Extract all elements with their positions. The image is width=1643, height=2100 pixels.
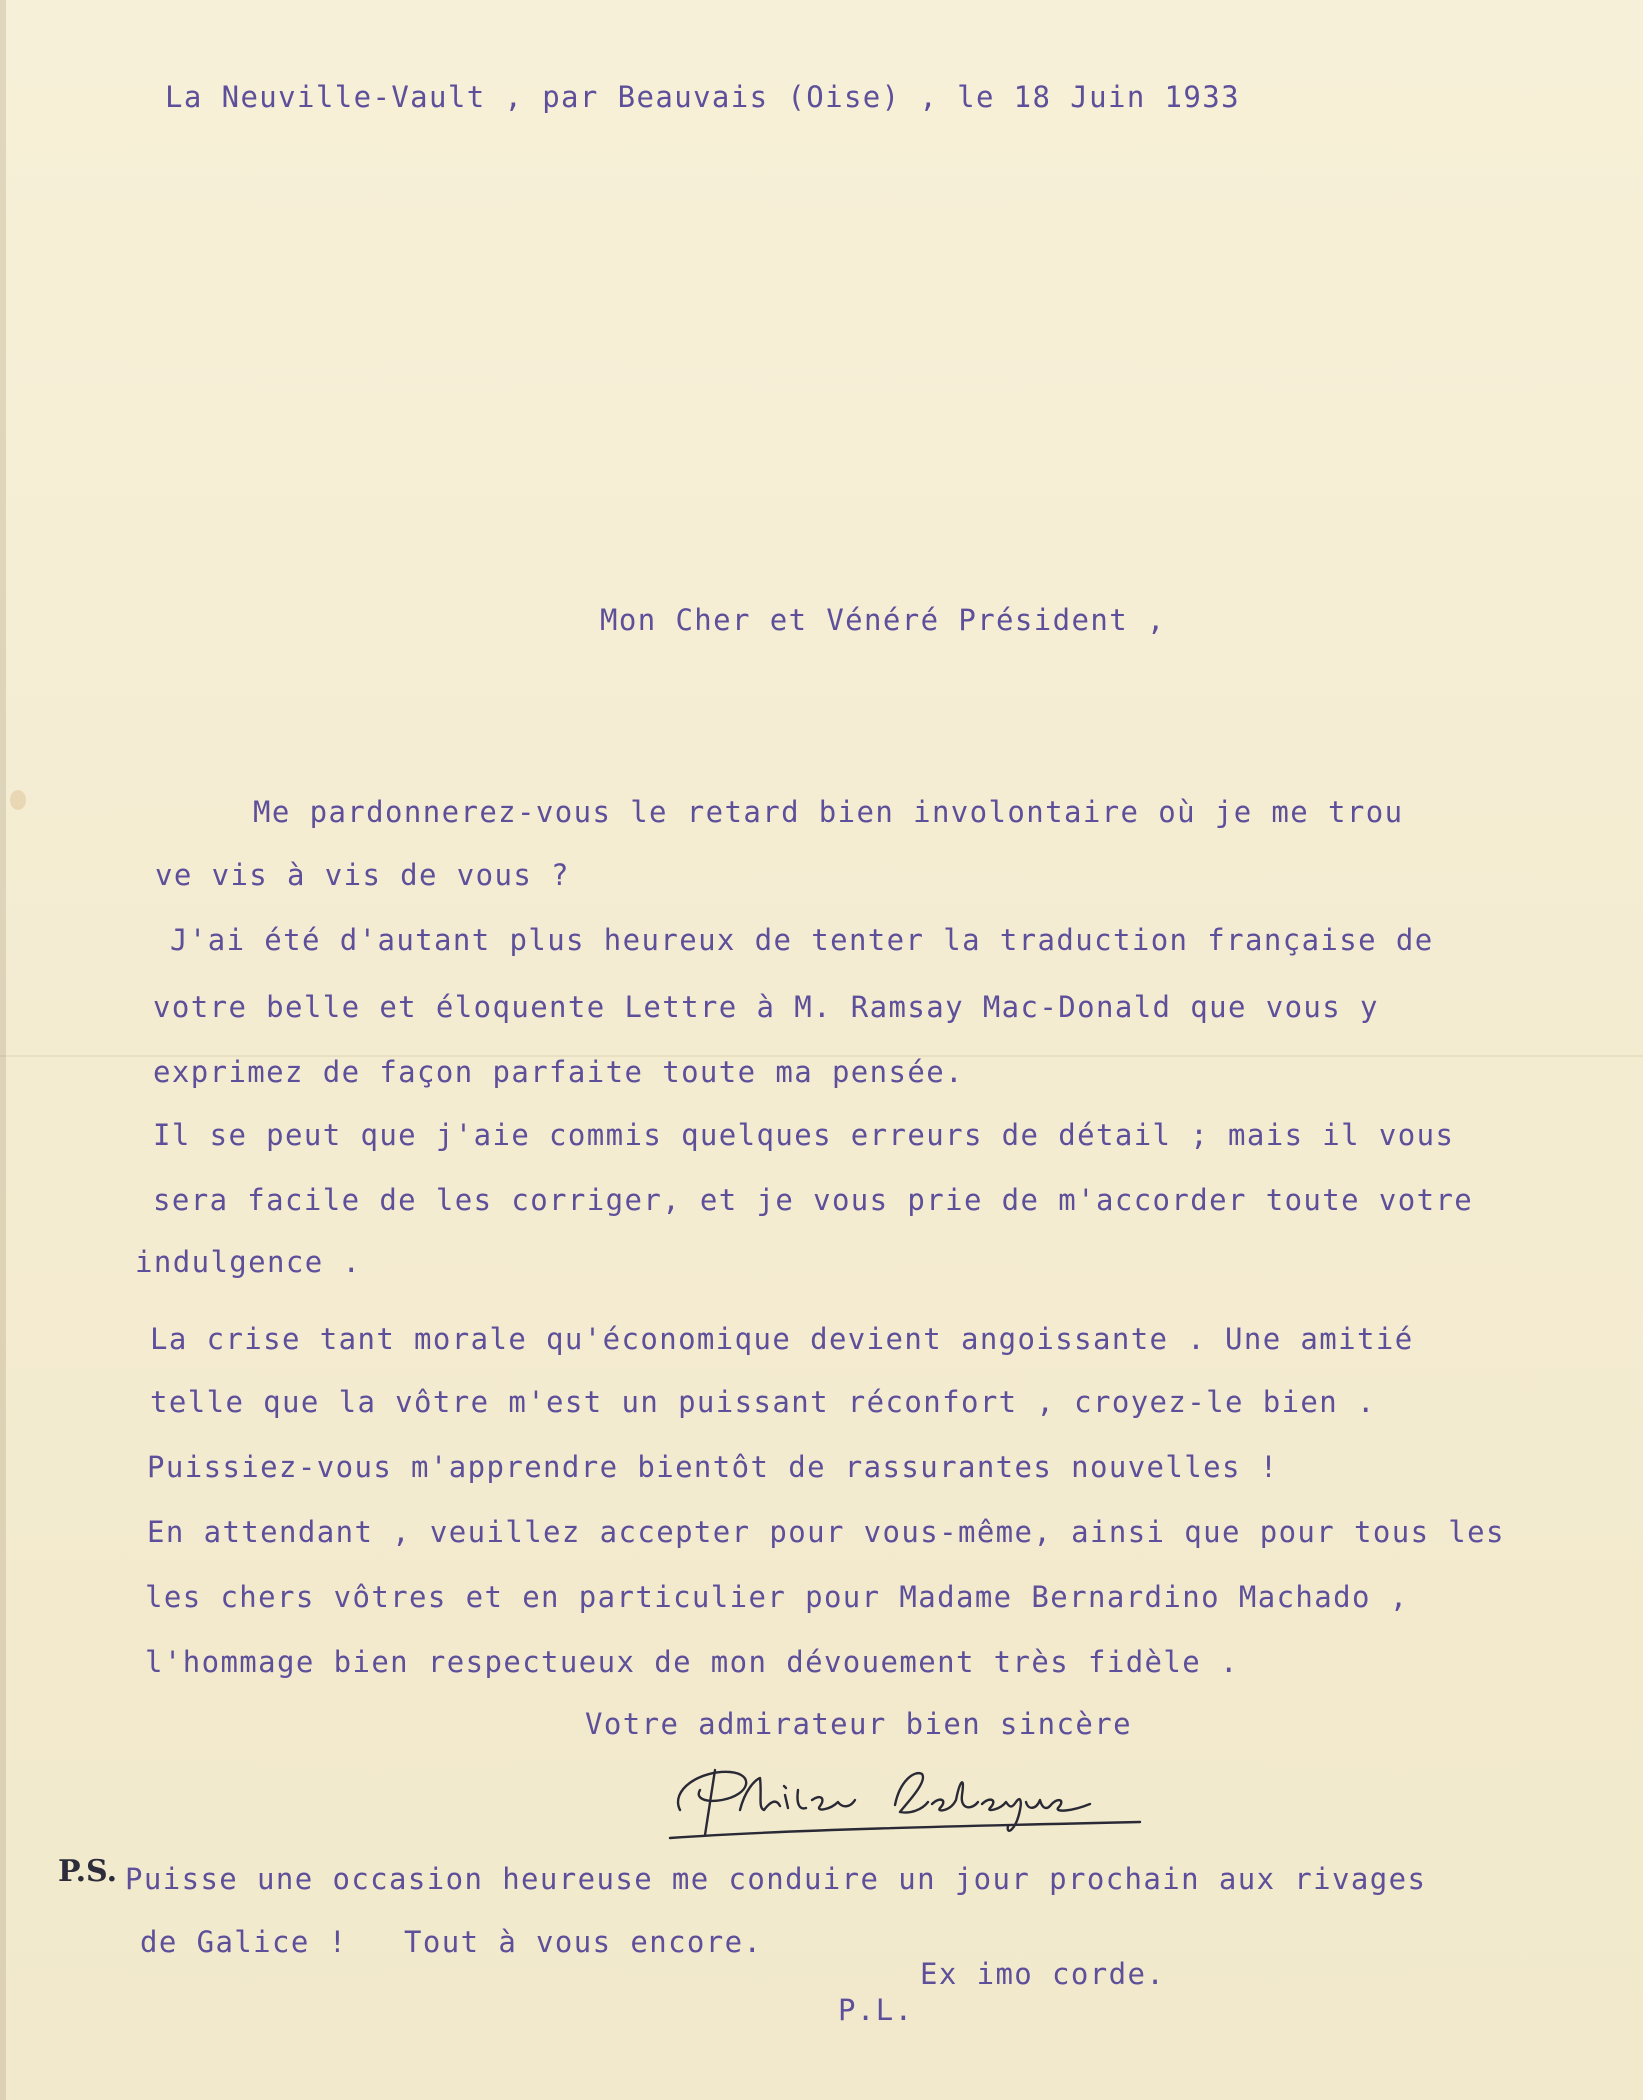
- body-line: Il se peut que j'aie commis quelques erreurs de détail ; mais il vous: [153, 1118, 1455, 1152]
- ps-mark: P.S.: [58, 1854, 118, 1889]
- postscript-line: de Galice ! Tout à vous encore.: [140, 1925, 763, 1959]
- body-line: Me pardonnerez-vous le retard bien involontaire où je me trou: [253, 795, 1404, 829]
- body-line: En attendant , veuillez accepter pour vous-même, ainsi que pour tous les: [147, 1515, 1505, 1549]
- dateline: La Neuville-Vault , par Beauvais (Oise) , le 18 Juin 1933: [165, 80, 1240, 114]
- body-line: l'hommage bien respectueux de mon dévouement très fidèle .: [145, 1645, 1239, 1679]
- valediction: Ex imo corde.: [920, 1957, 1166, 1991]
- body-line: exprimez de façon parfaite toute ma pensée.: [153, 1055, 964, 1089]
- body-line: La crise tant morale qu'économique devient angoissante . Une amitié: [150, 1322, 1414, 1356]
- body-line: telle que la vôtre m'est un puissant réconfort , croyez-le bien .: [150, 1385, 1376, 1419]
- body-line: Puissiez-vous m'apprendre bientôt de rassurantes nouvelles !: [147, 1450, 1279, 1484]
- closing: Votre admirateur bien sincère: [585, 1707, 1132, 1741]
- postscript-line: Puisse une occasion heureuse me conduire un jour prochain aux rivages: [125, 1862, 1427, 1896]
- body-line: sera facile de les corriger, et je vous prie de m'accorder toute votre: [153, 1183, 1474, 1217]
- paper-stain: [10, 790, 26, 810]
- handwritten-signature: [660, 1750, 1160, 1845]
- salutation: Mon Cher et Vénéré Président ,: [600, 603, 1166, 637]
- body-line: ve vis à vis de vous ?: [155, 858, 570, 892]
- body-line: indulgence .: [135, 1245, 362, 1279]
- body-line: votre belle et éloquente Lettre à M. Ramsay Mac-Donald que vous y: [153, 990, 1379, 1024]
- body-line: les chers vôtres et en particulier pour Madame Bernardino Machado ,: [145, 1580, 1409, 1614]
- initials: P.L.: [838, 1993, 914, 2027]
- paper-edge-shadow: [0, 0, 6, 2100]
- body-line: J'ai été d'autant plus heureux de tenter la traduction française de: [170, 923, 1434, 957]
